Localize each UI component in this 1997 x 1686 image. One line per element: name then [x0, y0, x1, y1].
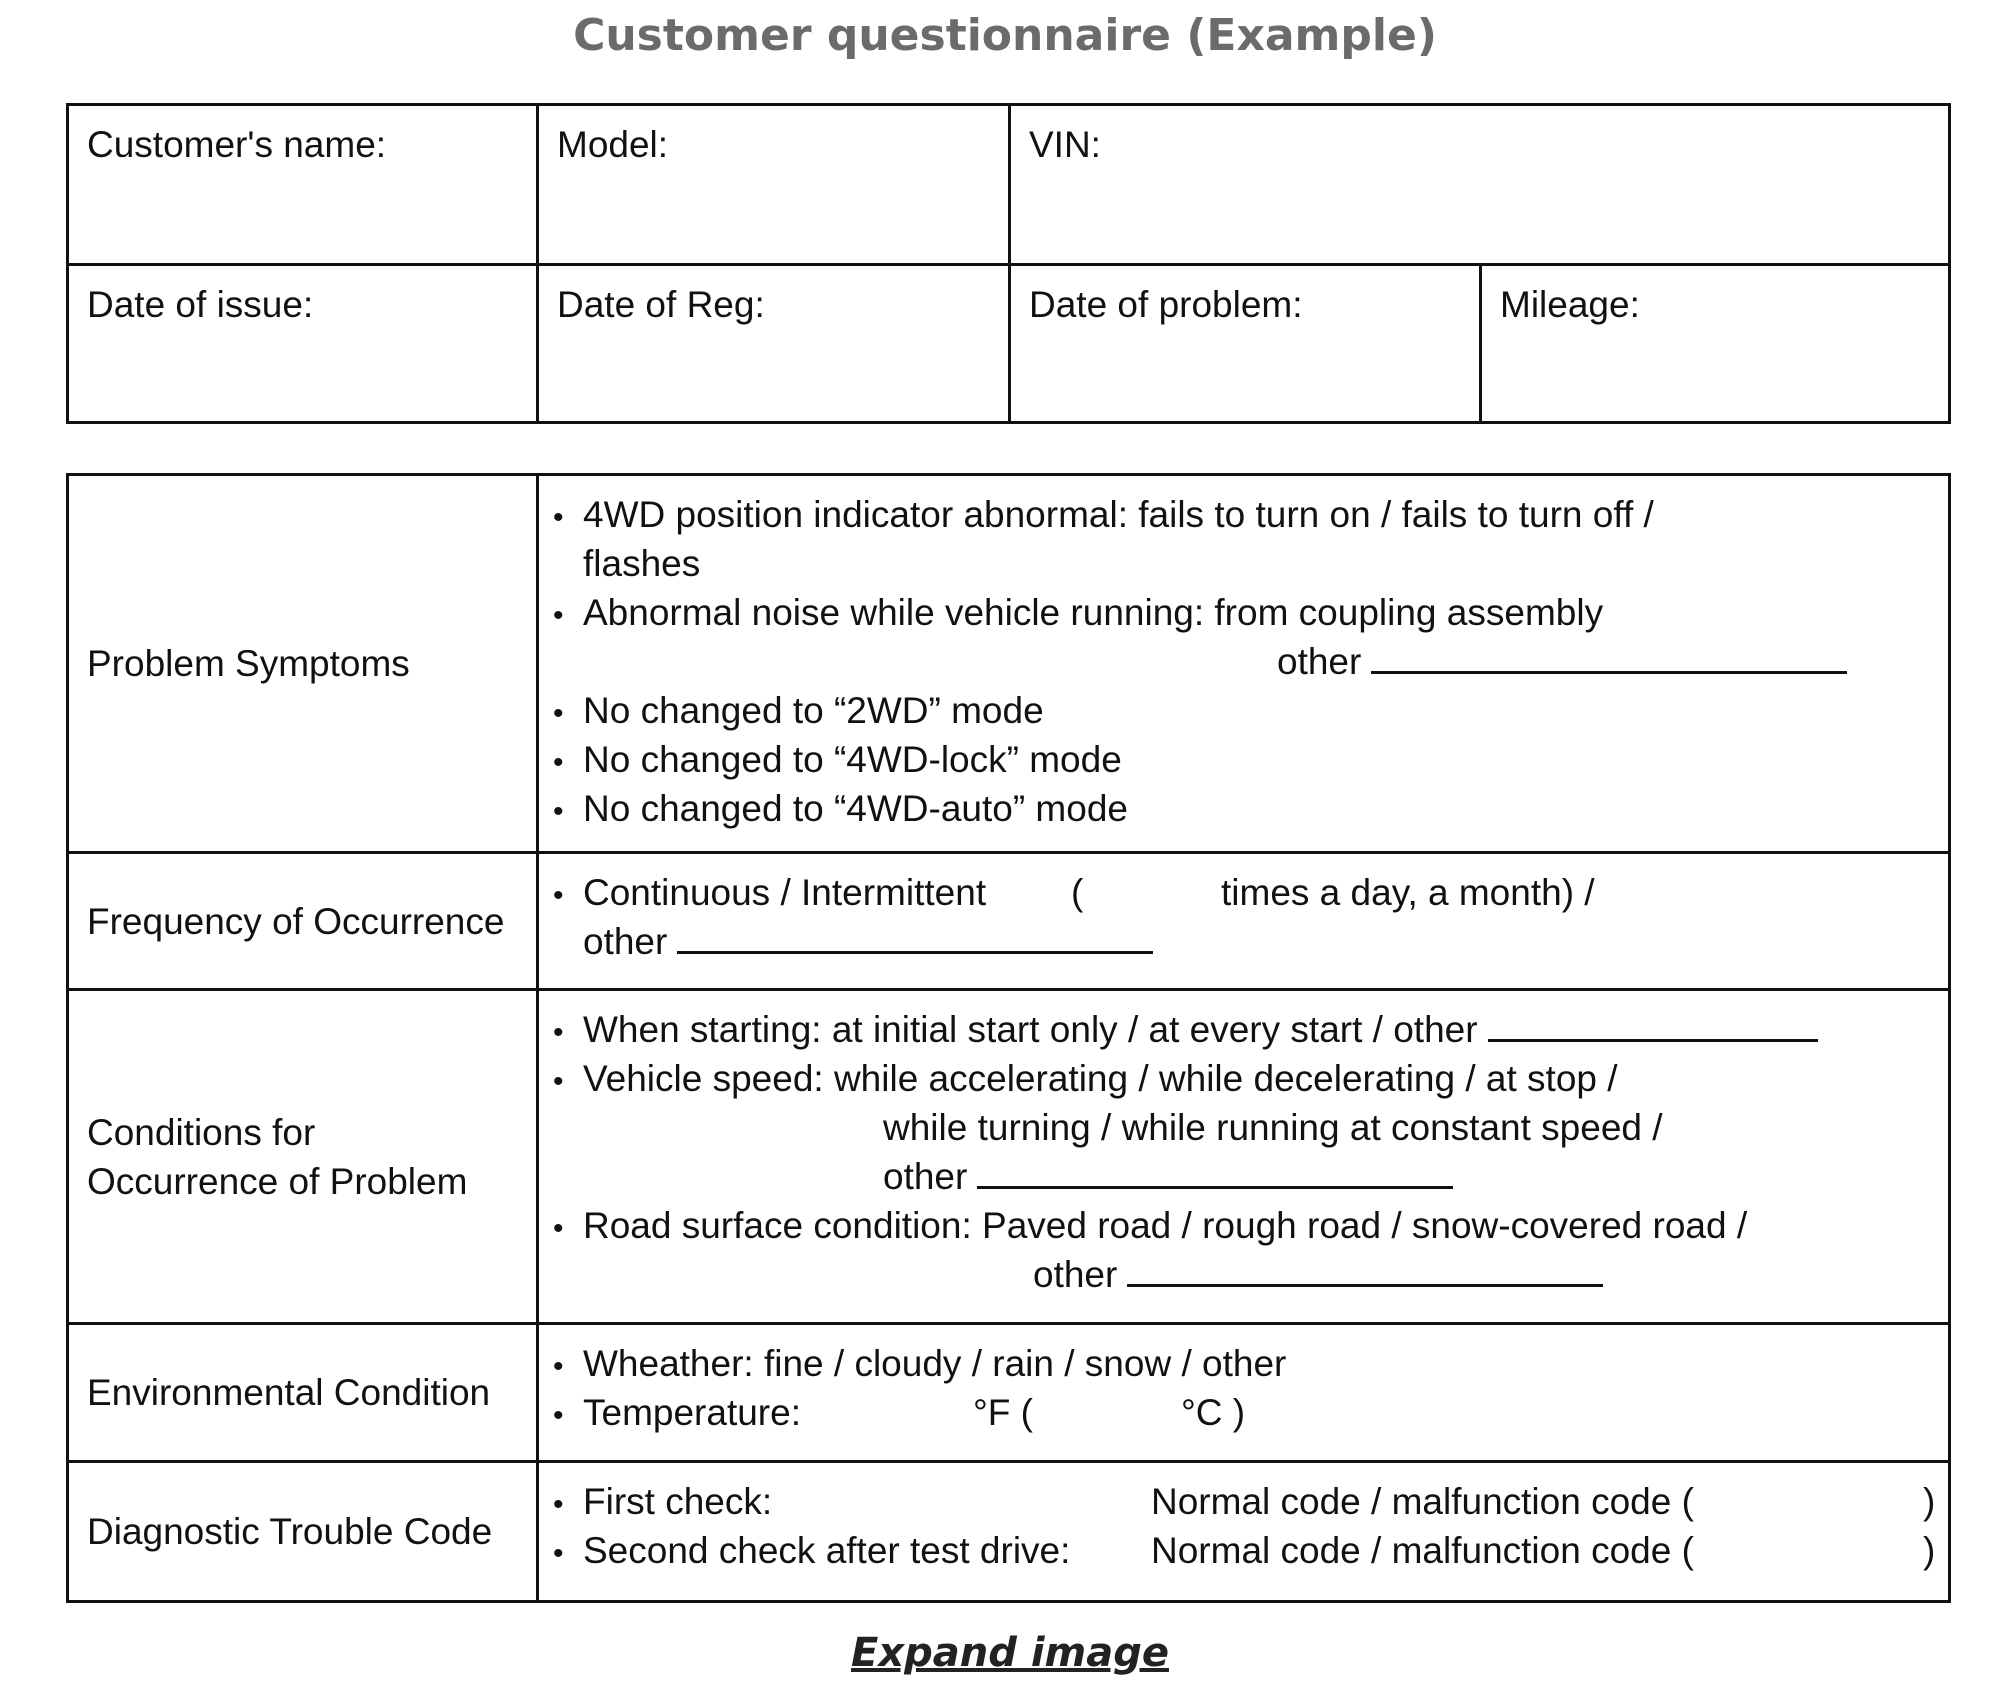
bullet-icon: •	[553, 879, 564, 912]
conditions-content	[538, 990, 1950, 1324]
page-title: Customer questionnaire (Example)	[573, 10, 1437, 61]
list-item: • No changed to “4WD-auto” mode	[553, 784, 1940, 833]
list-item: • Vehicle speed: while accelerating / while decelerating / at stop /	[553, 1054, 1940, 1103]
bullet-icon: •	[553, 795, 564, 828]
bullet-icon: •	[553, 1399, 564, 1432]
bullet-icon: •	[553, 501, 564, 534]
list-item-continuation: other	[553, 917, 1940, 966]
conditions-row	[68, 990, 1950, 1324]
bullet-icon: •	[553, 1488, 564, 1521]
problem-symptoms-label: Problem Symptoms	[68, 475, 538, 853]
list-item: • Wheather: fine / cloudy / rain / snow / other	[553, 1339, 1940, 1388]
other-blank-line	[1488, 1009, 1818, 1042]
list-item: • Second check after test drive: Normal code / malfunction code ( )	[553, 1526, 1940, 1575]
list-item: • When starting: at initial start only / at every start / other	[553, 1005, 1940, 1054]
bullet-icon: •	[553, 1537, 564, 1570]
expand-image-link[interactable]: Expand image	[851, 1630, 1169, 1676]
list-item: • Continuous / Intermittent ( times a day, a month) /	[553, 868, 1940, 917]
conditions-label: Conditions for Occurrence of Problem	[68, 990, 538, 1324]
symptoms-table	[66, 473, 1951, 1603]
dtc-content	[538, 1462, 1950, 1602]
other-blank-line	[977, 1156, 1453, 1189]
environment-label: Environmental Condition	[68, 1324, 538, 1462]
list-item: • No changed to “2WD” mode	[553, 686, 1940, 735]
problem-symptoms-content	[538, 475, 1950, 853]
list-item: • 4WD position indicator abnormal: fails to turn on / fails to turn off /	[553, 490, 1940, 539]
vin-field: VIN:	[1010, 105, 1950, 265]
mileage-field: Mileage:	[1481, 265, 1950, 423]
list-item-continuation: while turning / while running at constant speed /	[883, 1107, 1663, 1148]
list-item: • First check: Normal code / malfunction code ( )	[553, 1477, 1940, 1526]
bullet-icon: •	[553, 1350, 564, 1383]
bullet-icon: •	[553, 1016, 564, 1049]
environment-row	[68, 1324, 1950, 1462]
list-item-continuation: other	[553, 1152, 1940, 1201]
date-of-reg-field: Date of Reg:	[538, 265, 1010, 423]
problem-symptoms-row	[68, 475, 1950, 853]
bullet-icon: •	[553, 599, 564, 632]
dtc-row	[68, 1462, 1950, 1602]
bullet-icon: •	[553, 1212, 564, 1245]
list-item: • Abnormal noise while vehicle running: from coupling assembly	[553, 588, 1940, 637]
date-of-issue-field: Date of issue:	[68, 265, 538, 423]
other-blank-line	[677, 921, 1153, 954]
list-item: • Temperature: °F ( °C )	[553, 1388, 1940, 1437]
vehicle-info-table	[66, 103, 1951, 424]
frequency-content	[538, 853, 1950, 990]
date-of-problem-field: Date of problem:	[1010, 265, 1481, 423]
list-item: • No changed to “4WD-lock” mode	[553, 735, 1940, 784]
frequency-label: Frequency of Occurrence	[68, 853, 538, 990]
bullet-icon: •	[553, 746, 564, 779]
model-field: Model:	[538, 105, 1010, 265]
bullet-icon: •	[553, 697, 564, 730]
other-blank-line	[1127, 1254, 1603, 1287]
dtc-label: Diagnostic Trouble Code	[68, 1462, 538, 1602]
list-item-continuation: other	[553, 1250, 1940, 1299]
bullet-icon: •	[553, 1065, 564, 1098]
list-item-continuation: flashes	[583, 543, 701, 584]
other-blank-line	[1371, 641, 1847, 674]
environment-content	[538, 1324, 1950, 1462]
list-item: • Road surface condition: Paved road / rough road / snow-covered road /	[553, 1201, 1940, 1250]
frequency-row	[68, 853, 1950, 990]
customer-name-field: Customer's name:	[68, 105, 538, 265]
list-item-continuation: other	[553, 637, 1940, 686]
